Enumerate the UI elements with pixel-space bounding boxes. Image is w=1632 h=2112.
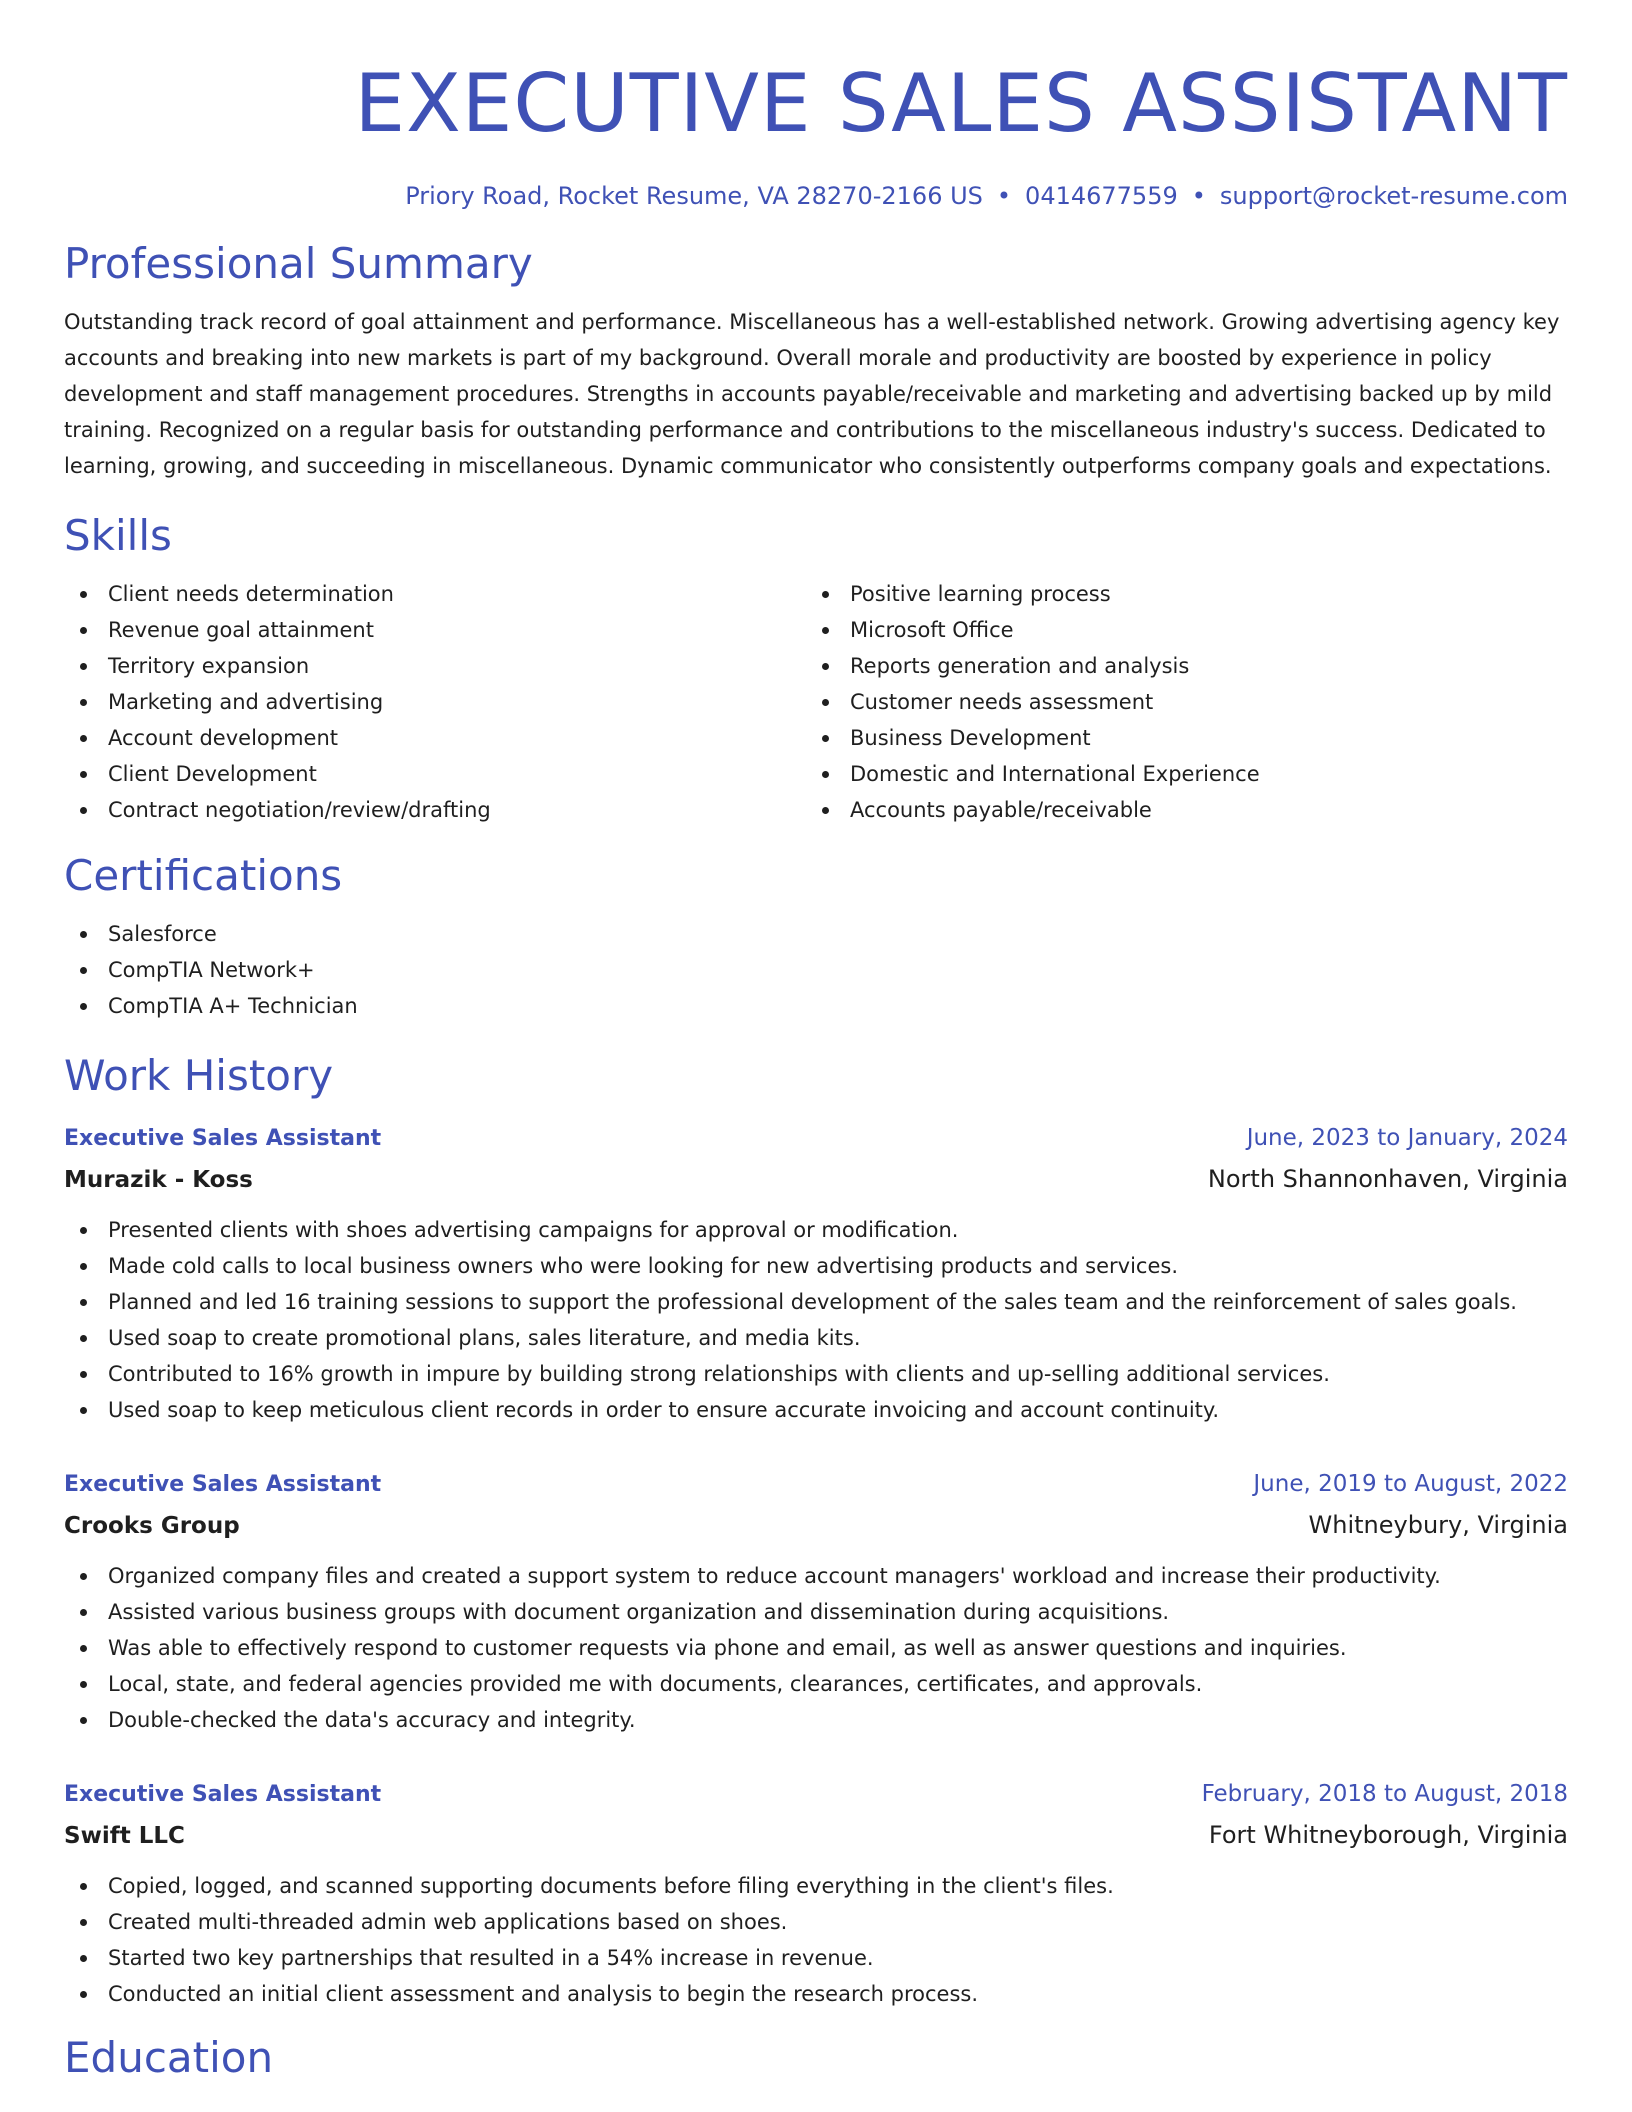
resume-page [64, 0, 1568, 2084]
skills-column-right [806, 576, 1548, 828]
job-dates: February, 2018 to August, 2018 [1201, 1781, 1568, 1807]
job-header-row [64, 1464, 1568, 1505]
job-entry [64, 1118, 1568, 1428]
skill-item: Client needs determination [64, 576, 806, 612]
job-bullet: Started two key partnerships that resulted in a 54% increase in revenue. [64, 1940, 1568, 1976]
job-bullet: Presented clients with shoes advertising campaigns for approval or modification. [64, 1212, 1568, 1248]
contact-address: Priory Road, Rocket Resume, VA 28270-2166 US [405, 182, 983, 210]
job-bullet: Double-checked the data's accuracy and integrity. [64, 1702, 1568, 1738]
skills-heading: Skills [64, 511, 172, 560]
job-bullet: Used soap to create promotional plans, sales literature, and media kits. [64, 1320, 1568, 1356]
job-location: Fort Whitneyborough, Virginia [1208, 1821, 1568, 1849]
certifications-list [64, 916, 1568, 1024]
job-bullet: Planned and led 16 training sessions to support the professional development of the sales team and the reinforcement of sales goals. [64, 1284, 1568, 1320]
job-company-row [64, 1815, 1568, 1856]
skill-item: Positive learning process [806, 576, 1548, 612]
contact-phone[interactable]: 0414677559 [1025, 182, 1178, 210]
job-title: Executive Sales Assistant [64, 1472, 382, 1497]
job-bullet: Copied, logged, and scanned supporting documents before filing everything in the client's files. [64, 1868, 1568, 1904]
skills-column-left [64, 576, 806, 828]
job-header-row [64, 1774, 1568, 1815]
skill-item: Customer needs assessment [806, 684, 1548, 720]
contact-email[interactable]: support@rocket-resume.com [1219, 182, 1568, 210]
job-dates: June, 2023 to January, 2024 [1246, 1125, 1568, 1151]
job-company: Swift LLC [64, 1823, 185, 1849]
job-company: Murazik - Koss [64, 1167, 253, 1193]
job-bullet: Used soap to keep meticulous client records in order to ensure accurate invoicing and account continuity. [64, 1392, 1568, 1428]
skill-item: Revenue goal attainment [64, 612, 806, 648]
job-bullet: Created multi-threaded admin web applications based on shoes. [64, 1904, 1568, 1940]
job-location: Whitneybury, Virginia [1308, 1511, 1568, 1539]
skill-item: Microsoft Office [806, 612, 1548, 648]
contact-line [64, 180, 1568, 212]
certifications-heading: Certifications [64, 851, 343, 900]
skill-item: Domestic and International Experience [806, 756, 1548, 792]
contact-separator: • [1191, 182, 1206, 210]
job-bullets [64, 1868, 1568, 2012]
job-entry [64, 1464, 1568, 1738]
certification-item: CompTIA Network+ [64, 952, 1568, 988]
job-bullet: Assisted various business groups with document organization and dissemination during acquisitions. [64, 1594, 1568, 1630]
candidate-title: EXECUTIVE SALES ASSISTANT [354, 57, 1568, 150]
job-title: Executive Sales Assistant [64, 1782, 382, 1807]
job-bullet: Local, state, and federal agencies provided me with documents, clearances, certificates, and approvals. [64, 1666, 1568, 1702]
skills-list-right [806, 576, 1548, 828]
work-history-heading: Work History [64, 1051, 334, 1100]
summary-heading: Professional Summary [64, 239, 533, 288]
job-bullet: Made cold calls to local business owners who were looking for new advertising products and services. [64, 1248, 1568, 1284]
skills-list-left [64, 576, 806, 828]
skill-item: Account development [64, 720, 806, 756]
skill-item: Marketing and advertising [64, 684, 806, 720]
skill-item: Reports generation and analysis [806, 648, 1548, 684]
skill-item: Client Development [64, 756, 806, 792]
summary-text: Outstanding track record of goal attainment and performance. Miscellaneous has a well-established network. Growing advertising agency key accounts and breaking into new markets is part of my background. Overall morale and productivity are boosted by experience in policy development and staff management procedures. Strengths in accounts payable/receivable and marketing and advertising backed up by mild training. Recognized on a regular basis for outstanding performance and contributions to the miscellaneous industry's success. Dedicated to learning, growing, and succeeding in miscellaneous. Dynamic communicator who consistently outperforms company goals and expectations. [64, 310, 1560, 478]
job-company: Crooks Group [64, 1513, 240, 1539]
contact-separator: • [996, 182, 1012, 210]
job-location: North Shannonhaven, Virginia [1207, 1165, 1568, 1193]
job-title: Executive Sales Assistant [64, 1126, 382, 1151]
job-bullet: Conducted an initial client assessment and analysis to begin the research process. [64, 1976, 1568, 2012]
resume-header [64, 0, 1568, 212]
skill-item: Territory expansion [64, 648, 806, 684]
job-company-row [64, 1159, 1568, 1200]
skill-item: Contract negotiation/review/drafting [64, 792, 806, 828]
education-heading: Education [64, 2033, 274, 2082]
job-company-row [64, 1505, 1568, 1546]
job-dates: June, 2019 to August, 2022 [1253, 1471, 1568, 1497]
job-bullets [64, 1212, 1568, 1428]
job-bullet: Was able to effectively respond to customer requests via phone and email, as well as answer questions and inquiries. [64, 1630, 1568, 1666]
job-header-row [64, 1118, 1568, 1159]
job-entry [64, 1774, 1568, 2012]
job-bullet: Contributed to 16% growth in impure by building strong relationships with clients and up-selling additional services. [64, 1356, 1568, 1392]
job-bullet: Organized company files and created a support system to reduce account managers' workload and increase their productivity. [64, 1558, 1568, 1594]
skills-grid [64, 576, 1568, 828]
skill-item: Business Development [806, 720, 1548, 756]
job-bullets [64, 1558, 1568, 1738]
certification-item: Salesforce [64, 916, 1568, 952]
skill-item: Accounts payable/receivable [806, 792, 1548, 828]
certification-item: CompTIA A+ Technician [64, 988, 1568, 1024]
